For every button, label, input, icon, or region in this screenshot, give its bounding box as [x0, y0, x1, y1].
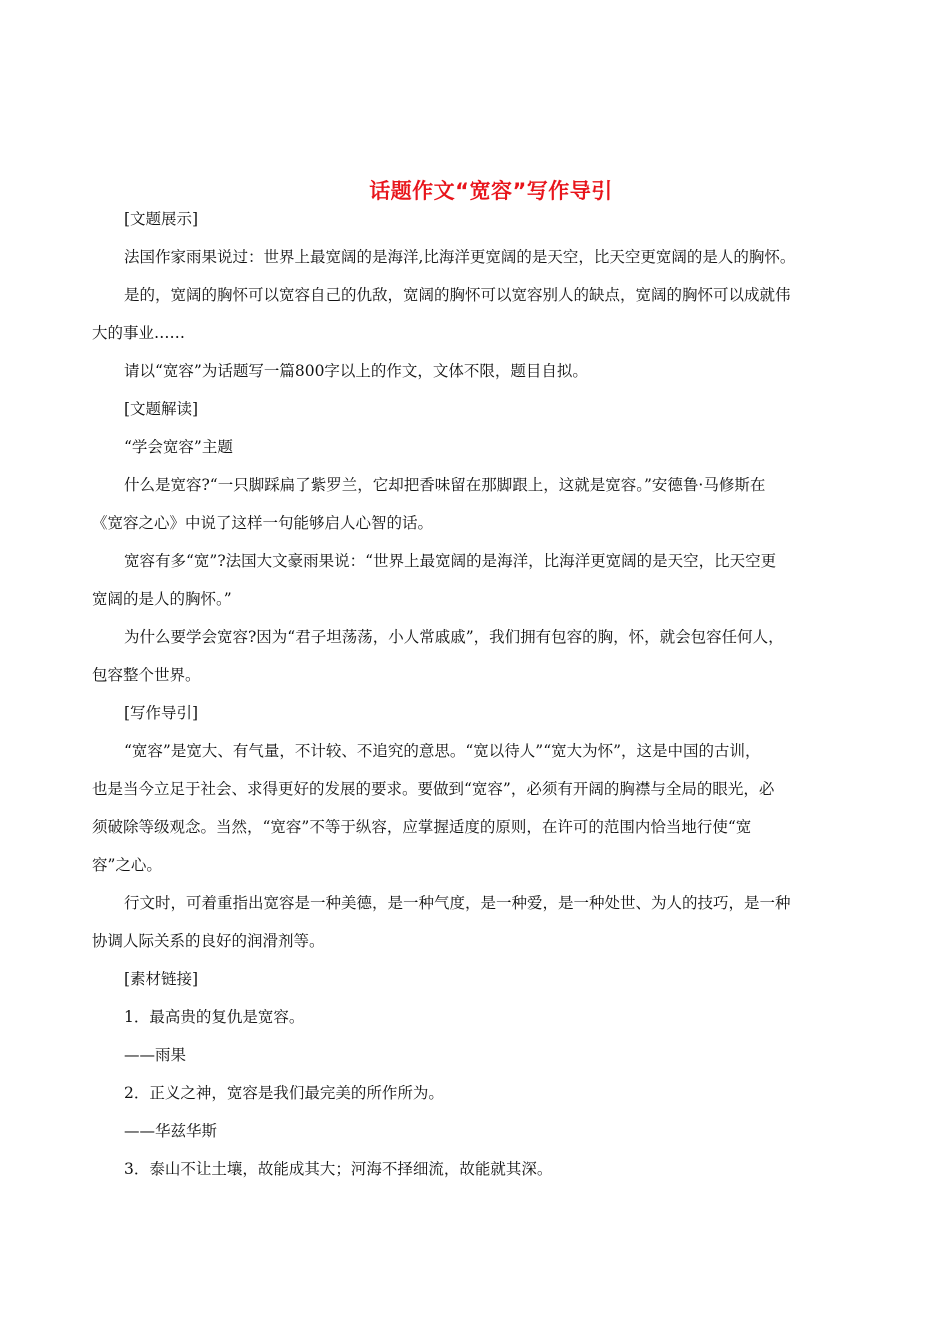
paragraph-line: 宽容有多“宽”?法国大文豪雨果说：“世界上最宽阔的是海洋，比海洋更宽阔的是天空，比天空更: [124, 552, 777, 570]
paragraph-line: “宽容”是宽大、有气量，不计较、不追究的意思。“宽以待人”“宽大为怀”，这是中国的古训，: [124, 742, 761, 760]
quote-source-2: ——华兹华斯: [124, 1122, 218, 1140]
paragraph-line: 也是当今立足于社会、求得更好的发展的要求。要做到“宽容”，必须有开阔的胸襟与全局的眼光，必: [92, 780, 775, 798]
paragraph-how-broad: [92, 542, 862, 618]
paragraph-line: 大的事业……: [92, 324, 186, 342]
paragraph-why-tolerance: [92, 618, 862, 694]
quote-source-1: ——雨果: [124, 1046, 187, 1064]
paragraph-tolerance-meaning: [92, 732, 862, 884]
paragraph-writing-tips: [92, 884, 862, 960]
quote-item-3: 3．泰山不让土壤，故能成其大；河海不择细流，故能就其深。: [124, 1160, 553, 1178]
document-title: 话题作文“宽容”写作导引: [369, 179, 613, 203]
quote-item-2: 2．正义之神，宽容是我们最完美的所作所为。: [124, 1084, 444, 1102]
paragraph-line: 宽阔的是人的胸怀。”: [92, 590, 232, 608]
subheading-learn-tolerance: “学会宽容”主题: [124, 438, 233, 456]
paragraph-what-is-tolerance: [92, 466, 862, 542]
paragraph-line: 容”之心。: [92, 856, 162, 874]
document-page: [92, 176, 862, 1188]
paragraph-line: 须破除等级观念。当然，“宽容”不等于纵容，应掌握适度的原则，在许可的范围内恰当地行使“宽: [92, 818, 752, 836]
paragraph-line: 《宽容之心》中说了这样一句能够启人心智的话。: [92, 514, 434, 532]
section-heading-material-links: [素材链接]: [124, 970, 199, 988]
paragraph-line: 为什么要学会宽容?因为“君子坦荡荡，小人常戚戚”，我们拥有包容的胸，怀，就会包容任何人，: [124, 628, 784, 646]
quote-item-1: 1．最高贵的复仇是宽容。: [124, 1008, 305, 1026]
section-heading-writing-guide: [写作导引]: [124, 704, 199, 722]
paragraph-line: 包容整个世界。: [92, 666, 201, 684]
paragraph-writing-prompt: 请以“宽容”为话题写一篇800字以上的作文，文体不限，题目自拟。: [124, 362, 588, 380]
paragraph-line: 协调人际关系的良好的润滑剂等。: [92, 932, 325, 950]
section-heading-topic-interpretation: [文题解读]: [124, 400, 199, 418]
paragraph-hugo-quote: 法国作家雨果说过：世界上最宽阔的是海洋,比海洋更宽阔的是天空，比天空更宽阔的是人的胸怀。: [124, 248, 796, 266]
paragraph-line: 行文时，可着重指出宽容是一种美德，是一种气度，是一种爱，是一种处世、为人的技巧，是一种: [124, 894, 791, 912]
paragraph-line: 是的，宽阔的胸怀可以宽容自己的仇敌，宽阔的胸怀可以宽容别人的缺点，宽阔的胸怀可以成就伟: [124, 286, 791, 304]
paragraph-line: 什么是宽容?“一只脚踩扁了紫罗兰，它却把香味留在那脚跟上，这就是宽容。”安德鲁·马修斯在: [124, 476, 766, 494]
paragraph-broad-mind: [92, 276, 862, 352]
section-heading-topic-display: [文题展示]: [124, 210, 199, 228]
